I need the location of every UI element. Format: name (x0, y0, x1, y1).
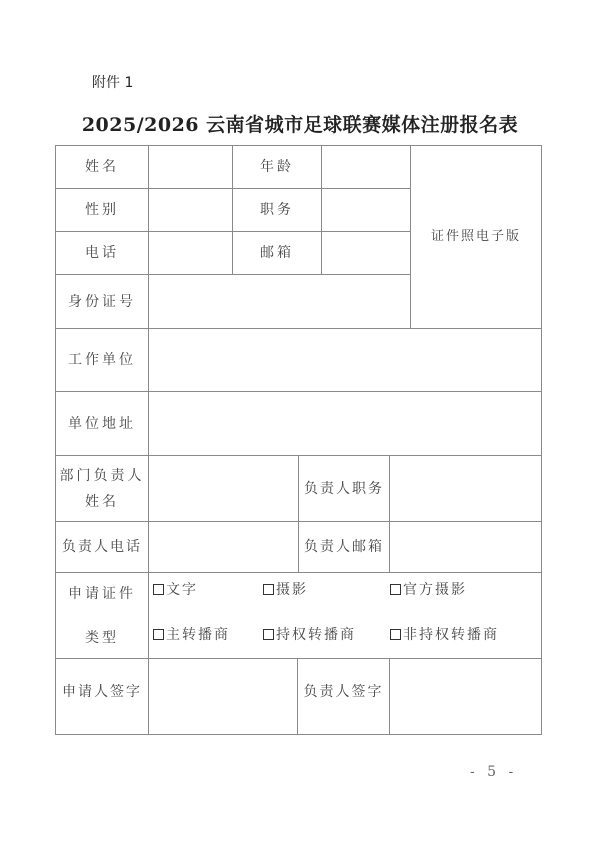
cert-option-main-broadcaster[interactable]: 主转播商 (153, 624, 230, 644)
head-email-label: 负责人邮箱 (298, 521, 390, 573)
cert-option-non-rights-broadcaster[interactable]: 非持权转播商 (390, 624, 499, 644)
dept-head-name-field[interactable] (148, 455, 299, 522)
phone-label: 电话 (55, 231, 149, 275)
work-unit-label: 工作单位 (55, 328, 149, 392)
cert-option-photography[interactable]: 摄影 (263, 579, 308, 599)
email-label: 邮箱 (232, 231, 322, 275)
head-email-field[interactable] (389, 521, 542, 573)
cert-option-text[interactable]: 文字 (153, 579, 198, 599)
head-sign-field[interactable] (389, 658, 542, 735)
attachment-label: 附件 1 (92, 75, 134, 91)
unit-address-label: 单位地址 (55, 391, 149, 456)
checkbox-icon[interactable] (263, 584, 274, 595)
checkbox-icon[interactable] (390, 584, 401, 595)
checkbox-icon[interactable] (390, 629, 401, 640)
dept-head-name-label (55, 455, 149, 522)
email-field[interactable] (321, 231, 411, 275)
cert-type-label-line2: 类型 (85, 629, 119, 646)
cert-type-options (148, 572, 542, 659)
photo-area[interactable]: 证件照电子版 (410, 145, 542, 329)
head-phone-label: 负责人电话 (55, 521, 149, 573)
head-phone-field[interactable] (148, 521, 299, 573)
age-field[interactable] (321, 145, 411, 189)
cert-option-rights-broadcaster[interactable]: 持权转播商 (263, 624, 356, 644)
age-label: 年龄 (232, 145, 322, 189)
head-sign-label: 负责人签字 (297, 658, 390, 735)
cert-type-label (55, 572, 149, 659)
gender-label: 性别 (55, 188, 149, 232)
applicant-sign-label: 申请人签字 (55, 658, 149, 735)
work-unit-field[interactable] (148, 328, 542, 392)
dept-head-name-label-line2: 姓名 (85, 493, 119, 510)
checkbox-icon[interactable] (153, 584, 164, 595)
checkbox-icon[interactable] (153, 629, 164, 640)
unit-address-field[interactable] (148, 391, 542, 456)
page-number: - 5 - (470, 764, 518, 780)
gender-field[interactable] (148, 188, 233, 232)
id-number-label: 身份证号 (55, 274, 149, 329)
position-label: 职务 (232, 188, 322, 232)
dept-head-name-label-line1: 部门负责人 (59, 467, 145, 484)
phone-field[interactable] (148, 231, 233, 275)
cert-option-official-photography[interactable]: 官方摄影 (390, 579, 467, 599)
form-title: 2025/2026 云南省城市足球联赛媒体注册报名表 (81, 114, 519, 136)
checkbox-icon[interactable] (263, 629, 274, 640)
name-label: 姓名 (55, 145, 149, 189)
position-field[interactable] (321, 188, 411, 232)
name-field[interactable] (148, 145, 233, 189)
applicant-sign-field[interactable] (148, 658, 298, 735)
cert-type-label-line1: 申请证件 (68, 585, 136, 602)
id-number-field[interactable] (148, 274, 411, 329)
head-position-field[interactable] (389, 455, 542, 522)
head-position-label: 负责人职务 (298, 455, 390, 522)
